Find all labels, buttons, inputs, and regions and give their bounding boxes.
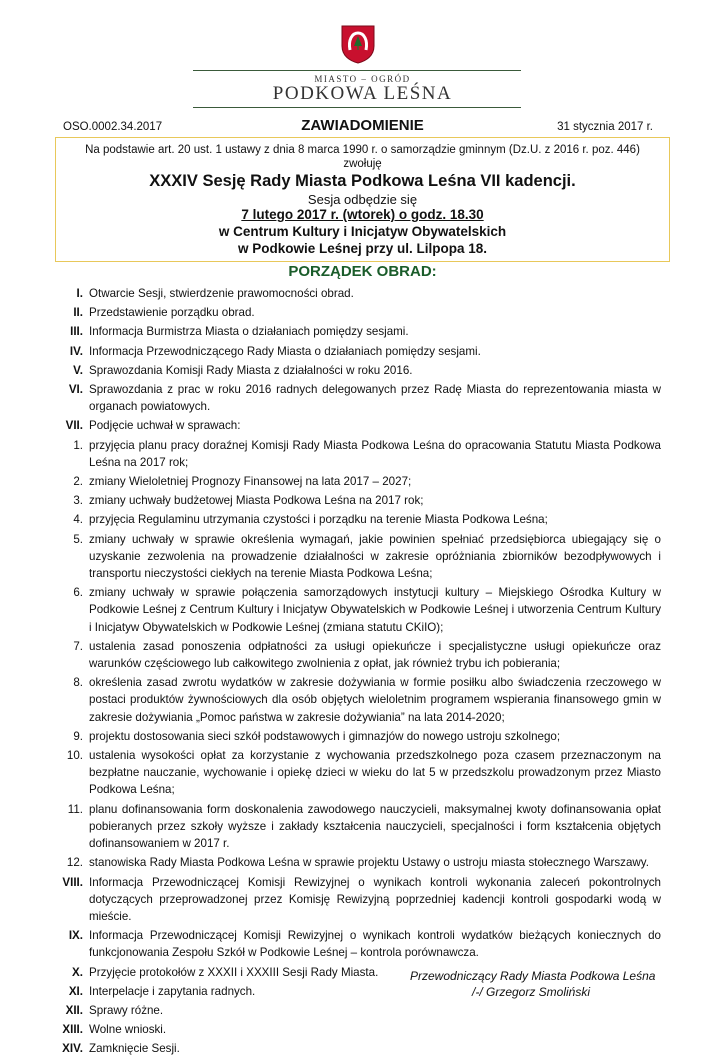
agenda-item-text: przyjęcia planu pracy doraźnej Komisji Rady Miasta Podkowa Leśna do opracowania Statutu Miasta Podkowa Leśna na 2017 rok; (89, 438, 661, 469)
agenda-item-text: Zamknięcie Sesji. (89, 1042, 180, 1056)
agenda-title: PORZĄDEK OBRAD: (288, 263, 437, 280)
agenda-item (0, 854, 725, 871)
agenda-item-text: Sprawozdania z prac w roku 2016 radnych delegowanych przez Radę Miasta do reprezentowania miasta w organach powiatowych. (89, 383, 661, 414)
agenda-item-number: 8. (73, 676, 83, 690)
agenda-item-number: V. (73, 363, 83, 377)
agenda-item-text: zmiany uchwały w sprawie połączenia samorządowych instytucji kultury – Miejskiego Ośrodka Kultury w Podkowie Leśnej z Centrum Kultury i Inicjatyw Obywatelskich w Podkowie Leśnej i utworzenia Centrum Kultury i Inicjatyw Obywatelskich w Podkowie Leśnej (zmiana statutu CKiIO); (89, 586, 661, 634)
agenda-item (0, 1002, 725, 1019)
agenda-item (0, 511, 725, 528)
agenda-item-number: 12. (66, 856, 83, 870)
notice-box (55, 137, 670, 262)
agenda-item (0, 362, 725, 379)
reference-number: OSO.0002.34.2017 (63, 121, 163, 133)
agenda-item-number: II. (73, 306, 83, 320)
agenda-item-number: VI. (68, 383, 83, 397)
agenda-item-number: VII. (65, 419, 83, 433)
document-date: 31 stycznia 2017 r. (557, 121, 653, 133)
letterhead (0, 0, 725, 112)
agenda-item (0, 1040, 725, 1057)
agenda-item (0, 983, 725, 1000)
letterhead-rule-bottom (193, 107, 521, 108)
agenda-item-text: projektu dostosowania sieci szkół podstawowych i gimnazjów do nowego ustroju szkolnego; (89, 729, 561, 743)
agenda-item-text: zmiany Wieloletniej Prognozy Finansowej na lata 2017 – 2027; (89, 475, 412, 489)
agenda-item-number: XII. (65, 1003, 83, 1017)
agenda-item-text: ustalenia wysokości opłat za korzystanie z wychowania przedszkolnego poza czasem przeznaczonym na bezpłatne nauczanie, wychowanie i opiekę dzieci w wieku do lat 5 w przedszkolu prowadzonym przez Miasto Podkowa Leśna; (89, 749, 661, 797)
agenda-item-number: XI. (68, 984, 83, 998)
signature-role: Przewodniczący Rady Miasta Podkowa Leśna (410, 969, 656, 983)
agenda-item-number: 9. (73, 729, 83, 743)
agenda-item-number: 2. (73, 475, 83, 489)
agenda-item-text: Informacja Przewodniczącej Komisji Rewizyjnej o wynikach kontroli wykonania zaleceń pokontrolnych dotyczących przeprowadzonej przez Komisję Rewizyjną poprzedniej kadencji kontroli gospodarki wodą w mieście. (89, 875, 661, 923)
agenda-item (0, 674, 725, 726)
agenda-item (0, 638, 725, 672)
agenda-item-number: III. (70, 325, 83, 339)
agenda-item-text: Informacja Burmistrza Miasta o działaniach pomiędzy sesjami. (89, 325, 409, 339)
agenda-item (0, 728, 725, 745)
agenda-item-text: Przyjęcie protokołów z XXXII i XXXIII Sesji Rady Miasta. (89, 965, 379, 979)
agenda-item (0, 874, 725, 926)
agenda-item (0, 343, 725, 360)
session-title: XXXIV Sesję Rady Miasta Podkowa Leśna VII kadencji. (149, 172, 576, 190)
agenda-item (0, 437, 725, 471)
agenda-item-number: 4. (73, 513, 83, 527)
agenda-item-text: zmiany uchwały w sprawie określenia wymagań, jakie powinien spełniać przedsiębiorca ubiegający się o uzyskanie zezwolenia na prowadzenie działalności w zakresie opróżniania zbiorników bezodpływowych i transportu nieczystości ciekłych na terenie Miasta Podkowa Leśna; (89, 532, 661, 581)
agenda-item-number: XIII. (62, 1023, 83, 1037)
agenda-item-number: XIV. (62, 1042, 83, 1056)
agenda-item (0, 531, 725, 583)
session-place-line-1: w Centrum Kultury i Inicjatyw Obywatelskich (218, 224, 507, 239)
agenda-item-number: 6. (73, 586, 83, 600)
agenda-item-number: 3. (73, 494, 83, 508)
agenda-item-text: ustalenia zasad ponoszenia odpłatności za usługi opiekuńcze i specjalistyczne usługi opiekuńcze oraz warunków częściowego lub całkowitego zwolnienia z opłat, jak również trybu ich pobierania; (89, 639, 661, 671)
agenda-item-number: 11. (67, 802, 83, 816)
agenda-item (0, 381, 725, 415)
agenda-item-text: Sprawy różne. (89, 1003, 164, 1017)
agenda-item (0, 584, 725, 636)
agenda-item (0, 417, 725, 434)
agenda-item-text: Sprawozdania Komisji Rady Miasta z działalności w roku 2016. (89, 363, 413, 377)
letterhead-rule-top (193, 70, 521, 71)
agenda-item-text: Otwarcie Sesji, stwierdzenie prawomocności obrad. (89, 287, 354, 300)
legal-basis: Na podstawie art. 20 ust. 1 ustawy z dnia 8 marca 1990 r. o samorządzie gminnym (Dz.U. z 2016 r. poz. 446) (85, 144, 640, 156)
convene-text: zwołuję (343, 158, 382, 170)
agenda-item-number: 10. (66, 749, 83, 763)
agenda-item-number: VIII. (62, 875, 83, 889)
agenda-item-text: zmiany uchwały budżetowej Miasta Podkowa Leśna na 2017 rok; (89, 494, 424, 508)
document-heading: ZAWIADOMIENIE (301, 117, 424, 134)
agenda-item (0, 747, 725, 799)
agenda-item-number: X. (72, 965, 83, 979)
session-place-line-2: w Podkowie Leśnej przy ul. Lilpopa 18. (237, 241, 488, 256)
agenda-item-number: 1. (73, 438, 83, 452)
agenda-item (0, 323, 725, 340)
agenda-item-number: 5. (73, 532, 83, 546)
agenda-item (0, 801, 725, 853)
agenda-item-text: Wolne wnioski. (89, 1023, 167, 1037)
agenda-item-number: I. (76, 287, 83, 300)
agenda-item-text: stanowiska Rady Miasta Podkowa Leśna w sprawie projektu Ustawy o ustroju miasta stołecznego Warszawy. (89, 856, 649, 870)
agenda-list (0, 285, 725, 1060)
agenda-item-text: Informacja Przewodniczącego Rady Miasta o działaniach pomiędzy sesjami. (89, 344, 481, 358)
agenda-item-text: Przedstawienie porządku obrad. (89, 306, 255, 320)
agenda-item-text: przyjęcia Regulaminu utrzymania czystości i porządku na terenie Miasta Podkowa Leśna; (89, 513, 548, 527)
agenda-item-text: określenia zasad zwrotu wydatków w zakresie dożywiania w formie posiłku albo świadczenia rzeczowego w postaci produktów żywnościowych dla osób objętych wieloletnim programem wspierania finansowego gmin w zakresie dożywiania „Pomoc państwa w zakresie dożywiania” na lata 2014-2020; (89, 676, 661, 724)
agenda-item-number: IV. (69, 344, 83, 358)
letterhead-town-name: PODKOWA LEŚNA (272, 83, 453, 104)
agenda-item-text: Informacja Przewodniczącej Komisji Rewizyjnej o wynikach kontroli wydatków bieżących koniecznych do funkcjonowania Zespołu Szkół w Podkowie Leśnej – kontrola porównawcza. (89, 929, 661, 960)
agenda-item-number: 7. (73, 639, 83, 653)
agenda-item-text: planu dofinansowania form doskonalenia zawodowego nauczycieli, maksymalnej kwoty dofinansowania opłat pobieranych przez szkoły wyższe i zakłady kształcenia nauczycieli, specjalności i form kształcenia objętych dofinansowaniem w 2017 r. (89, 802, 661, 851)
agenda-item (0, 927, 725, 961)
agenda-item-text: Podjęcie uchwał w sprawach: (89, 419, 241, 433)
town-crest-icon (340, 24, 376, 64)
agenda-item (0, 304, 725, 321)
session-date: 7 lutego 2017 r. (wtorek) o godz. 18.30 (241, 207, 484, 222)
agenda-item (0, 473, 725, 490)
agenda-item-number: IX. (68, 929, 83, 943)
letterhead-subtitle: MIASTO – OGRÓD (314, 74, 411, 84)
agenda-item (0, 492, 725, 509)
agenda-item (0, 285, 725, 302)
agenda-item-text: Interpelacje i zapytania radnych. (89, 984, 256, 998)
signature-name: /-/ Grzegorz Smoliński (472, 985, 591, 999)
session-intro: Sesja odbędzie się (307, 192, 418, 207)
